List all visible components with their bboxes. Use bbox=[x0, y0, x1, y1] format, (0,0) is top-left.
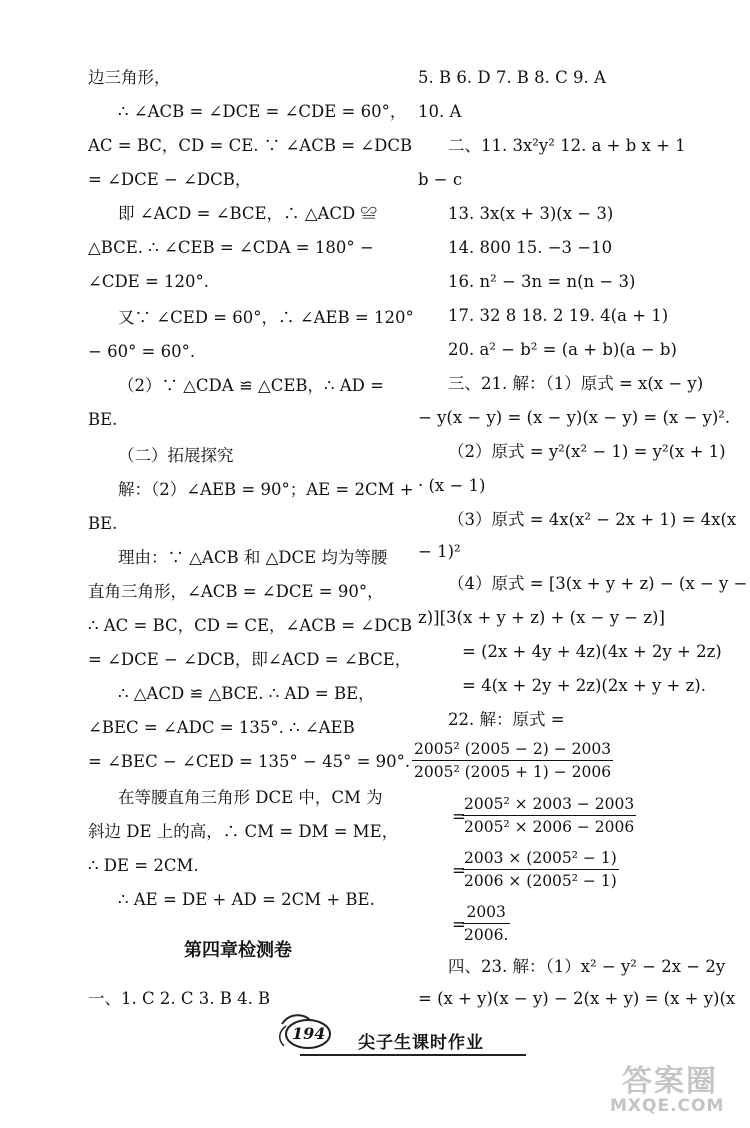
solution-line: 22. 解：原式 = bbox=[448, 710, 565, 729]
fraction bbox=[412, 739, 613, 782]
solution-line: = 4(x + 2y + 2z)(2x + y + z). bbox=[462, 676, 706, 695]
text-line: ∴ AC = BC，CD = CE，∠ACB = ∠DCB bbox=[88, 616, 413, 635]
text-line: 边三角形， bbox=[88, 68, 171, 87]
text-line: 直角三角形，∠ACB = ∠DCE = 90°， bbox=[88, 582, 384, 601]
answers-line: 16. n² − 3n = n(n − 3) bbox=[448, 272, 636, 291]
watermark-text: 答案圈 bbox=[622, 1064, 718, 1099]
solution-line: 三、21. 解：（1）原式 = x(x − y) bbox=[448, 374, 704, 393]
text-line: ∴ ∠ACB = ∠DCE = ∠CDE = 60°， bbox=[118, 102, 407, 121]
text-line: = ∠DCE − ∠DCB，即∠ACD = ∠BCE， bbox=[88, 650, 412, 669]
footer-title: 尖子生课时作业 bbox=[358, 1033, 484, 1053]
page-number: 194 bbox=[292, 1024, 326, 1043]
solution-line: = (x + y)(x − y) − 2(x + y) = (x + y)(x bbox=[418, 989, 736, 1008]
text-line: ∴ DE = 2CM. bbox=[88, 856, 199, 875]
watermark bbox=[610, 1056, 740, 1122]
text-line: ∴ AE = DE + AD = 2CM + BE. bbox=[118, 890, 375, 909]
fraction-numerator: 2003 bbox=[466, 903, 506, 921]
watermark-url: MXQE.COM bbox=[610, 1096, 725, 1116]
footer-rule bbox=[300, 1054, 526, 1056]
fraction-denominator: 2006 × (2005² − 1) bbox=[464, 872, 617, 890]
text-line: ∠BEC = ∠ADC = 135°. ∴ ∠AEB bbox=[88, 718, 355, 737]
text-line: AC = BC，CD = CE. ∵ ∠ACB = ∠DCB bbox=[88, 136, 413, 155]
answers-line: 20. a² − b² = (a + b)(a − b) bbox=[448, 340, 677, 359]
fraction-numerator: 2003 × (2005² − 1) bbox=[464, 849, 617, 867]
section-subheading: （二）拓展探究 bbox=[118, 446, 234, 465]
answers-line: 17. 32 8 18. 2 19. 4(a + 1) bbox=[448, 306, 669, 325]
fraction-denominator: 2005² (2005 + 1) − 2006 bbox=[414, 763, 612, 781]
fraction-denominator: 2006. bbox=[464, 926, 509, 944]
answers-line: 一、1. C 2. C 3. B 4. B bbox=[88, 989, 271, 1008]
solution-line: − 1)² bbox=[418, 542, 461, 561]
text-line: △BCE. ∴ ∠CEB = ∠CDA = 180° − bbox=[88, 238, 374, 257]
fraction-numerator: 2005² × 2003 − 2003 bbox=[464, 795, 635, 813]
text-line: = ∠DCE − ∠DCB， bbox=[88, 170, 252, 189]
text-line: 在等腰直角三角形 DCE 中，CM 为 bbox=[118, 788, 383, 807]
fraction bbox=[462, 794, 636, 837]
solution-line: z)][3(x + y + z) + (x − y − z)] bbox=[418, 608, 665, 627]
text-line: = ∠BEC − ∠CED = 135° − 45° = 90°. bbox=[88, 752, 411, 771]
text-line: 即 ∠ACD = ∠BCE，∴ △ACD ≌ bbox=[118, 204, 378, 223]
text-line: BE. bbox=[88, 514, 118, 533]
solution-line: = (2x + 4y + 4z)(4x + 2y + 2z) bbox=[462, 642, 722, 661]
text-line: 斜边 DE 上的高，∴ CM = DM = ME， bbox=[88, 822, 399, 841]
solution-line: （3）原式 = 4x(x² − 2x + 1) = 4x(x bbox=[448, 510, 737, 529]
text-line: − 60° = 60°. bbox=[88, 342, 196, 361]
fraction-numerator: 2005² (2005 − 2) − 2003 bbox=[414, 740, 612, 758]
text-line: ∴ △ACD ≌ △BCE. ∴ AD = BE， bbox=[118, 684, 375, 703]
solution-line: （2）原式 = y²(x² − 1) = y²(x + 1) bbox=[448, 442, 726, 461]
chapter-heading: 第四章检测卷 bbox=[184, 940, 292, 961]
solution-line: （4）原式 = [3(x + y + z) − (x − y − bbox=[448, 574, 748, 593]
answers-line: 14. 800 15. −3 −10 bbox=[448, 238, 613, 257]
fraction bbox=[462, 902, 510, 945]
solution-line: 四、23. 解：（1）x² − y² − 2x − 2y bbox=[448, 957, 726, 976]
text-line: 理由：∵ △ACB 和 △DCE 均为等腰 bbox=[118, 548, 388, 567]
text-line: （2）∵ △CDA ≌ △CEB，∴ AD = bbox=[118, 376, 384, 395]
equals-sign: = bbox=[452, 915, 466, 934]
answers-line: 5. B 6. D 7. B 8. C 9. A bbox=[418, 68, 606, 87]
fraction-denominator: 2005² × 2006 − 2006 bbox=[464, 818, 635, 836]
answers-line: 二、11. 3x²y² 12. a + b x + 1 bbox=[448, 136, 686, 155]
answers-line: b − c bbox=[418, 170, 463, 189]
text-line: ∠CDE = 120°. bbox=[88, 272, 210, 291]
text-line: BE. bbox=[88, 410, 118, 429]
text-line: 解：（2）∠AEB = 90°；AE = 2CM + bbox=[118, 480, 414, 499]
solution-line: − y(x − y) = (x − y)(x − y) = (x − y)². bbox=[418, 408, 731, 427]
answers-line: 13. 3x(x + 3)(x − 3) bbox=[448, 204, 614, 223]
answers-line: 10. A bbox=[418, 102, 462, 121]
solution-line: · (x − 1) bbox=[418, 476, 486, 495]
equals-sign: = bbox=[452, 861, 466, 880]
equals-sign: = bbox=[452, 807, 466, 826]
fraction bbox=[462, 848, 619, 891]
text-line: 又∵ ∠CED = 60°，∴ ∠AEB = 120° bbox=[118, 308, 414, 327]
